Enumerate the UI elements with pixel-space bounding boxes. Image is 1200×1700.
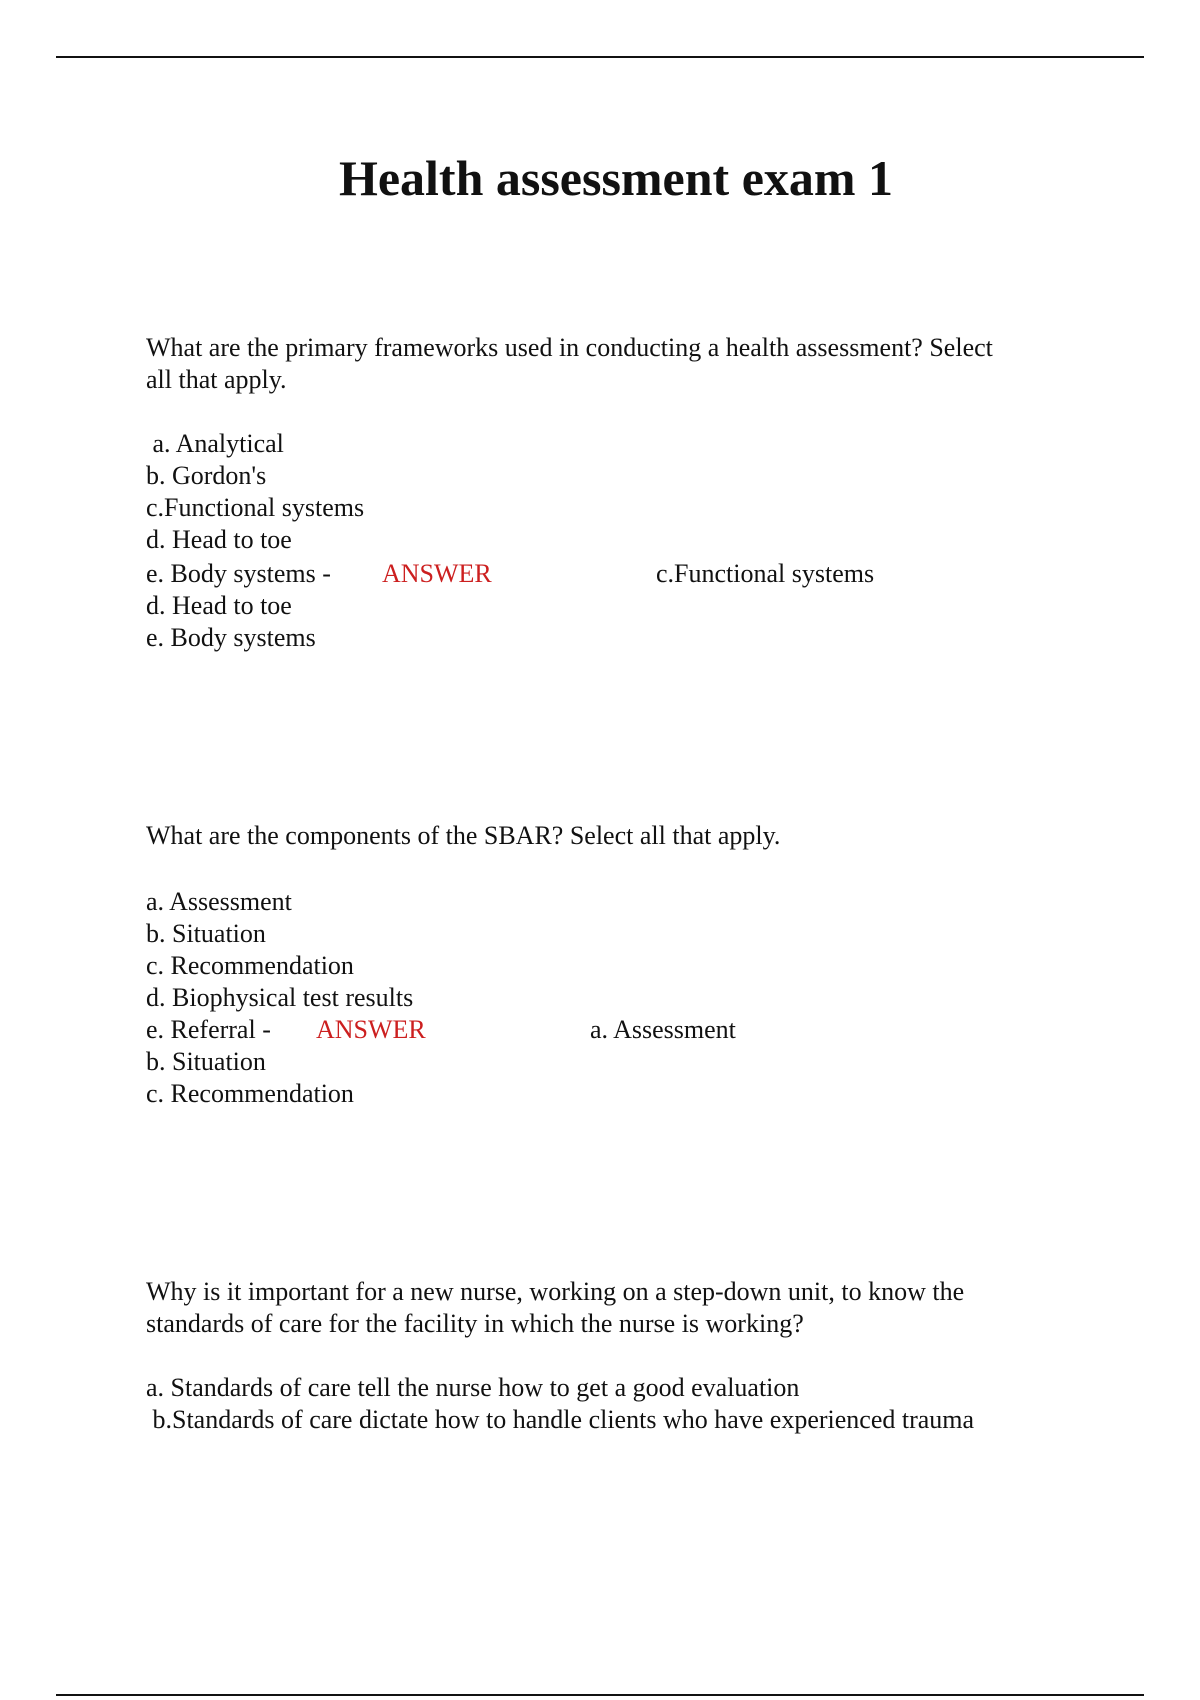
document-title: Health assessment exam 1 (338, 150, 894, 206)
q2-prompt-line1: What are the components of the SBAR? Select all that apply. (146, 821, 781, 850)
q1-answer-first: c.Functional systems (656, 559, 875, 588)
q2-answer-first: a. Assessment (590, 1015, 736, 1044)
q3-option-b: b.Standards of care dictate how to handle clients who have experienced trauma (146, 1405, 975, 1434)
q3-option-a: a. Standards of care tell the nurse how to get a good evaluation (146, 1373, 800, 1402)
q1-option-b: b. Gordon's (146, 461, 267, 490)
q1-prompt-line2: all that apply. (146, 365, 287, 394)
q2-option-e: e. Referral - (146, 1015, 271, 1044)
q2-option-c: c. Recommendation (146, 951, 354, 980)
q3-prompt-line2: standards of care for the facility in which the nurse is working? (146, 1309, 804, 1338)
q2-option-b: b. Situation (146, 919, 266, 948)
q1-option-a: a. Analytical (146, 429, 284, 458)
q3-prompt-line1: Why is it important for a new nurse, working on a step-down unit, to know the (146, 1277, 965, 1306)
q2-answer-rest-1: b. Situation (146, 1047, 266, 1076)
q2-option-a: a. Assessment (146, 887, 292, 916)
q1-option-d: d. Head to toe (146, 525, 292, 554)
q2-option-d: d. Biophysical test results (146, 983, 414, 1012)
top-rule (56, 56, 1144, 58)
bottom-rule (56, 1694, 1144, 1696)
q2-answer-label: ANSWER (316, 1015, 426, 1044)
q2-answer-rest-2: c. Recommendation (146, 1079, 354, 1108)
q1-answer-rest-2: e. Body systems (146, 623, 316, 652)
q1-answer-label: ANSWER (382, 559, 492, 588)
q1-option-c: c.Functional systems (146, 493, 365, 522)
q1-option-e: e. Body systems - (146, 559, 331, 588)
q1-prompt-line1: What are the primary frameworks used in conducting a health assessment? Select (146, 333, 993, 362)
q1-answer-rest-1: d. Head to toe (146, 591, 292, 620)
